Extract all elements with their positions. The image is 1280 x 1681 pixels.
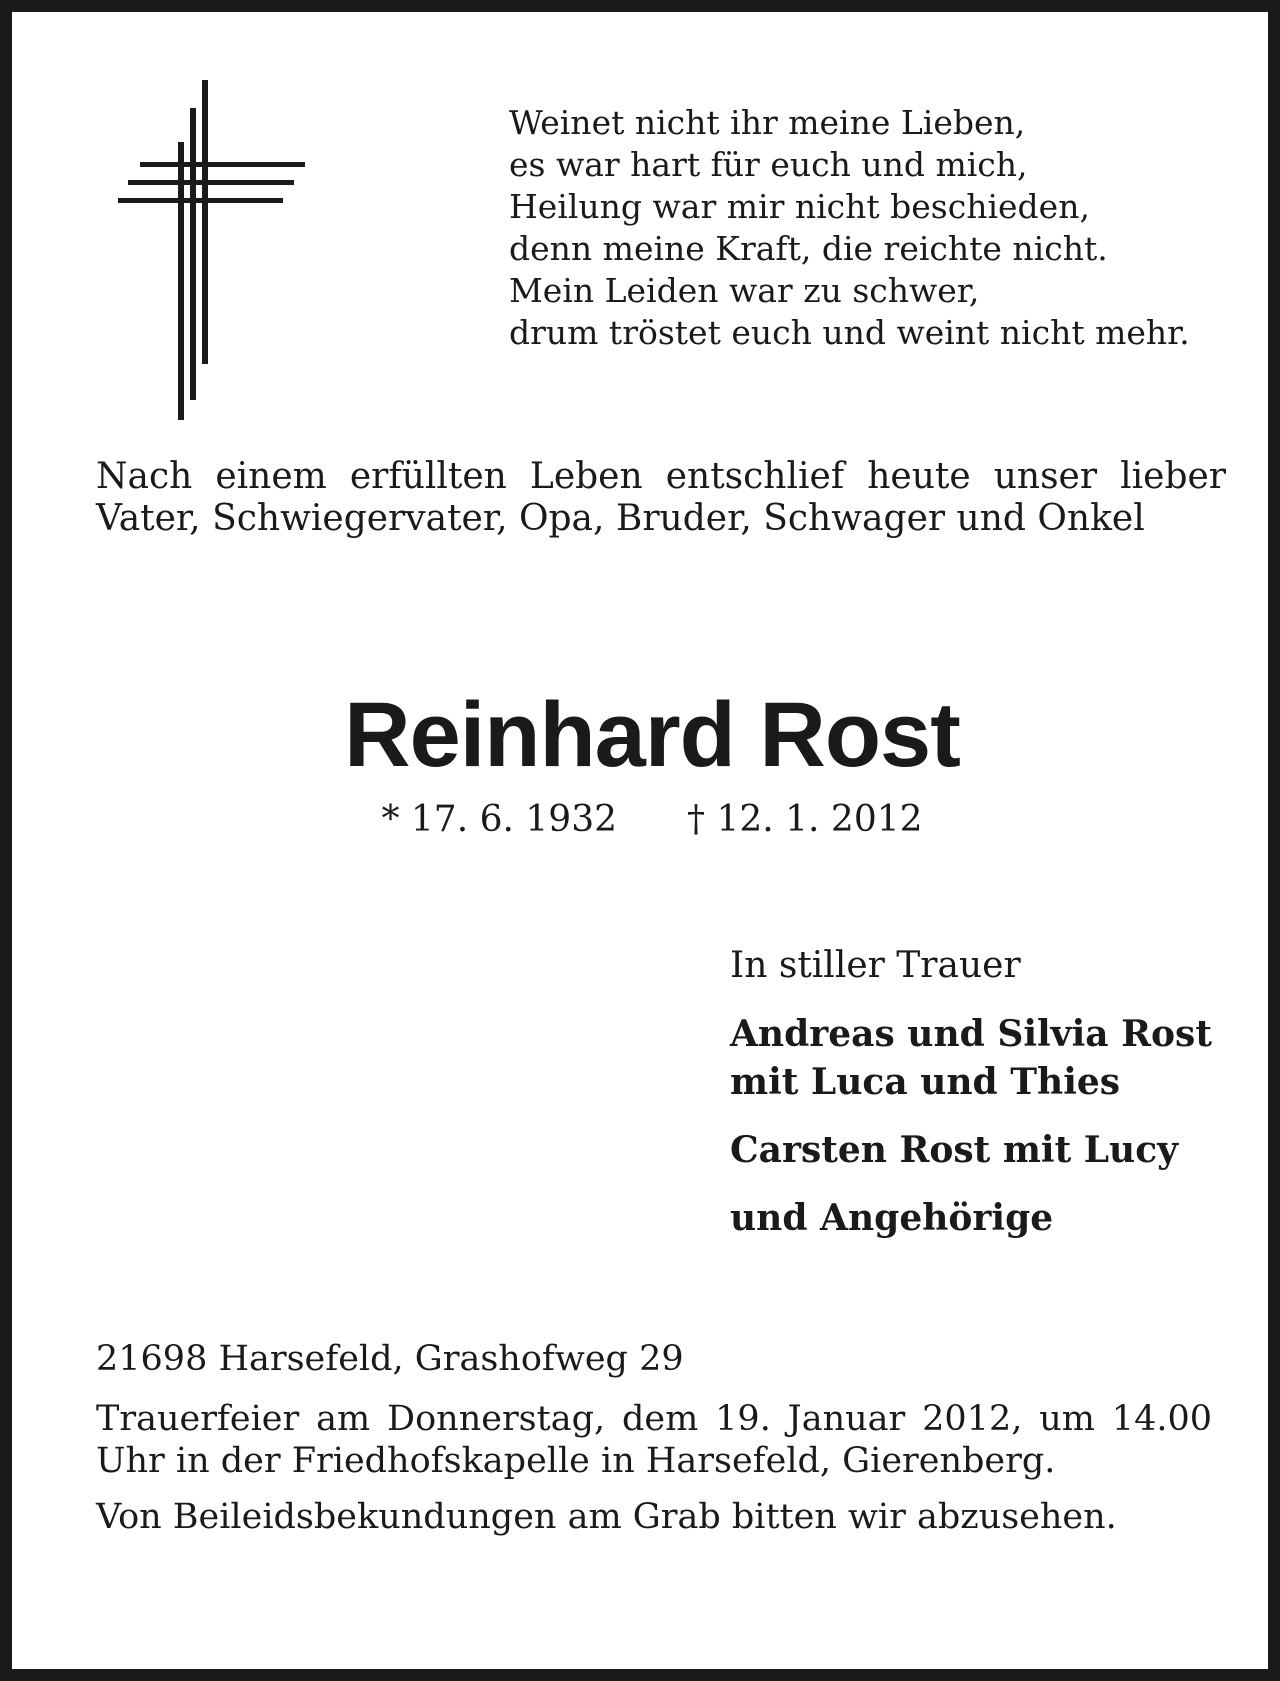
poem-line: es war hart für euch und mich, xyxy=(509,145,1028,184)
poem-line: Mein Leiden war zu schwer, xyxy=(509,271,980,310)
mourners-block xyxy=(730,942,1250,1242)
details-block xyxy=(96,1338,1212,1552)
birth-date: * 17. 6. 1932 xyxy=(381,799,617,840)
mourner-group xyxy=(730,1194,1250,1242)
mourner-group xyxy=(730,1126,1250,1174)
funeral-service-info: Trauerfeier am Donnerstag, dem 19. Januar 2012, um 14.00 Uhr in der Friedhofskapelle in Harsefeld, Gierenberg. xyxy=(96,1399,1212,1481)
mourner-group xyxy=(730,1010,1250,1106)
life-dates xyxy=(12,798,1280,842)
intro-text: Nach einem erfüllten Leben entschlief heute unser lieber Vater, Schwiegervater, Opa, Bruder, Schwager und Onkel xyxy=(96,456,1226,539)
condolence-note: Von Beileidsbekundungen am Grab bitten wir abzusehen. xyxy=(96,1497,1117,1537)
mourner-line: Andreas und Silvia Rost xyxy=(730,1013,1212,1055)
poem xyxy=(509,102,1249,354)
poem-line: denn meine Kraft, die reichte nicht. xyxy=(509,229,1108,268)
mourner-line: mit Luca und Thies xyxy=(730,1061,1121,1103)
mourner-line: Carsten Rost mit Lucy xyxy=(730,1129,1179,1171)
mourner-line: und Angehörige xyxy=(730,1197,1054,1239)
death-date: † 12. 1. 2012 xyxy=(687,799,923,840)
mourning-heading: In stiller Trauer xyxy=(730,945,1021,986)
deceased-name: Reinhard Rost xyxy=(344,684,960,786)
poem-line: Weinet nicht ihr meine Lieben, xyxy=(509,103,1026,142)
cross-icon xyxy=(112,80,312,420)
poem-line: drum tröstet euch und weint nicht mehr. xyxy=(509,313,1190,352)
address: 21698 Harsefeld, Grashofweg 29 xyxy=(96,1339,684,1379)
poem-line: Heilung war mir nicht beschieden, xyxy=(509,187,1090,226)
